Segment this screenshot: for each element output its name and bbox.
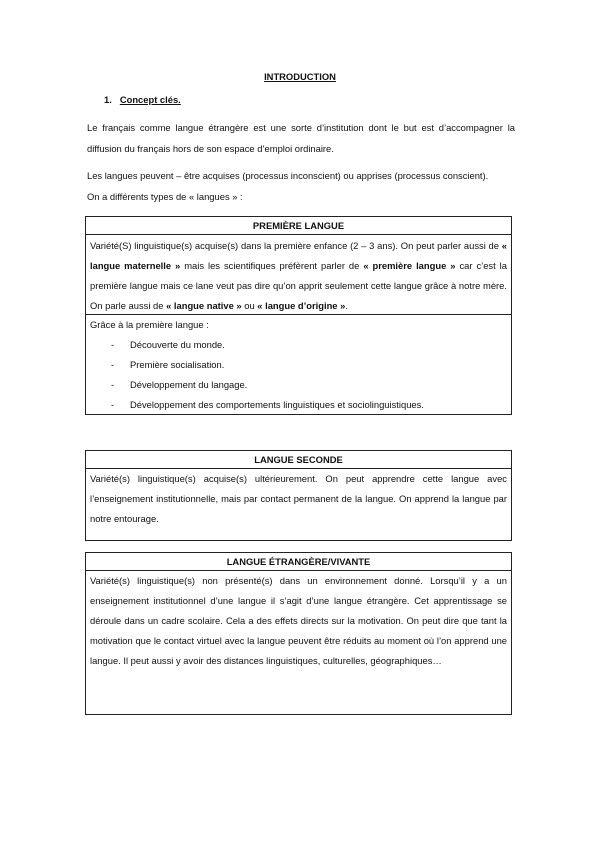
section-heading [104, 94, 181, 105]
list-item [90, 355, 507, 375]
premiere-langue-heading: PREMIÈRE LANGUE [86, 217, 511, 235]
term-langue-origine: « langue d’origine » [257, 300, 346, 311]
page-title: INTRODUCTION [264, 71, 336, 82]
bullet-dash: - [111, 399, 115, 410]
types-paragraph-line1: Les langues peuvent – être acquises (processus inconscient) ou apprises (processus conscient). [87, 170, 489, 181]
langue-etrangere-table [85, 552, 512, 715]
definition-text-3: car c’est la première langue mais ce lane veut pas dire qu’on apprit seulement cette langue grâce à notre mère. On parle aussi de [90, 260, 507, 311]
bullet-dash: - [111, 359, 115, 370]
list-item-text: Développement des comportements linguistiques et sociolinguistiques. [130, 399, 424, 410]
section-number: 1. [104, 94, 112, 105]
bullet-dash: - [111, 379, 115, 390]
term-premiere-langue: « première langue » [363, 260, 456, 271]
langue-seconde-table [85, 450, 512, 541]
list-item-text: Développement du langage. [130, 379, 248, 390]
list-item [90, 375, 507, 395]
definition-text-2: mais les scientifiques préfèrent parler de [180, 260, 364, 271]
section-label: Concept clés. [119, 94, 181, 105]
langue-etrangere-heading: LANGUE ÉTRANGÈRE/VIVANTE [86, 553, 511, 571]
benefits-intro: Grâce à la première langue : [90, 319, 209, 330]
benefits-list [90, 335, 507, 415]
types-paragraph [87, 165, 515, 207]
langue-seconde-definition: Variété(s) linguistique(s) acquise(s) ultérieurement. On peut apprendre cette langue avec l’enseignement institutionnelle, mais par contact permanent de la langue. On apprend la langue par notre entourage. [90, 473, 507, 524]
list-item-text: Première socialisation. [130, 359, 225, 370]
intro-paragraph: Le français comme langue étrangère est une sorte d’institution dont le but est d’accompagner la diffusion du français hors de son espace d’emploi ordinaire. [87, 122, 515, 154]
term-langue-native: « langue native » [166, 300, 242, 311]
term-langue-maternelle: « langue maternelle » [90, 240, 507, 271]
langue-etrangere-definition: Variété(s) linguistique(s) non présenté(s) dans un environnement donné. Lorsqu’il y a un enseignement institutionnel d’une langue il s’agit d’une langue étrangère. Cet apprentissage se déroule dans un cadre scolaire. Cela a des effets directs sur la motivation. On peut dire que tant la motivation que le contact virtuel avec la langue peuvent être réduits au moment où l’on apprend une langue. Il peut aussi y avoir des distances linguistiques, culturelles, géographiques… [90, 575, 507, 666]
definition-text-5: . [345, 300, 348, 311]
list-item [90, 395, 507, 415]
definition-text-4: ou [241, 300, 258, 311]
types-paragraph-line2: On a différents types de « langues » : [87, 191, 243, 202]
list-item [90, 335, 507, 355]
premiere-langue-definition [86, 235, 511, 314]
list-item-text: Découverte du monde. [130, 339, 225, 350]
definition-text-1: Variété(S) linguistique(s) acquise(s) dans la première enfance (2 – 3 ans). On peut parler aussi de [90, 240, 502, 251]
langue-seconde-heading: LANGUE SECONDE [86, 451, 511, 469]
bullet-dash: - [111, 339, 115, 350]
premiere-langue-table [85, 216, 512, 415]
premiere-langue-benefits [86, 314, 511, 414]
